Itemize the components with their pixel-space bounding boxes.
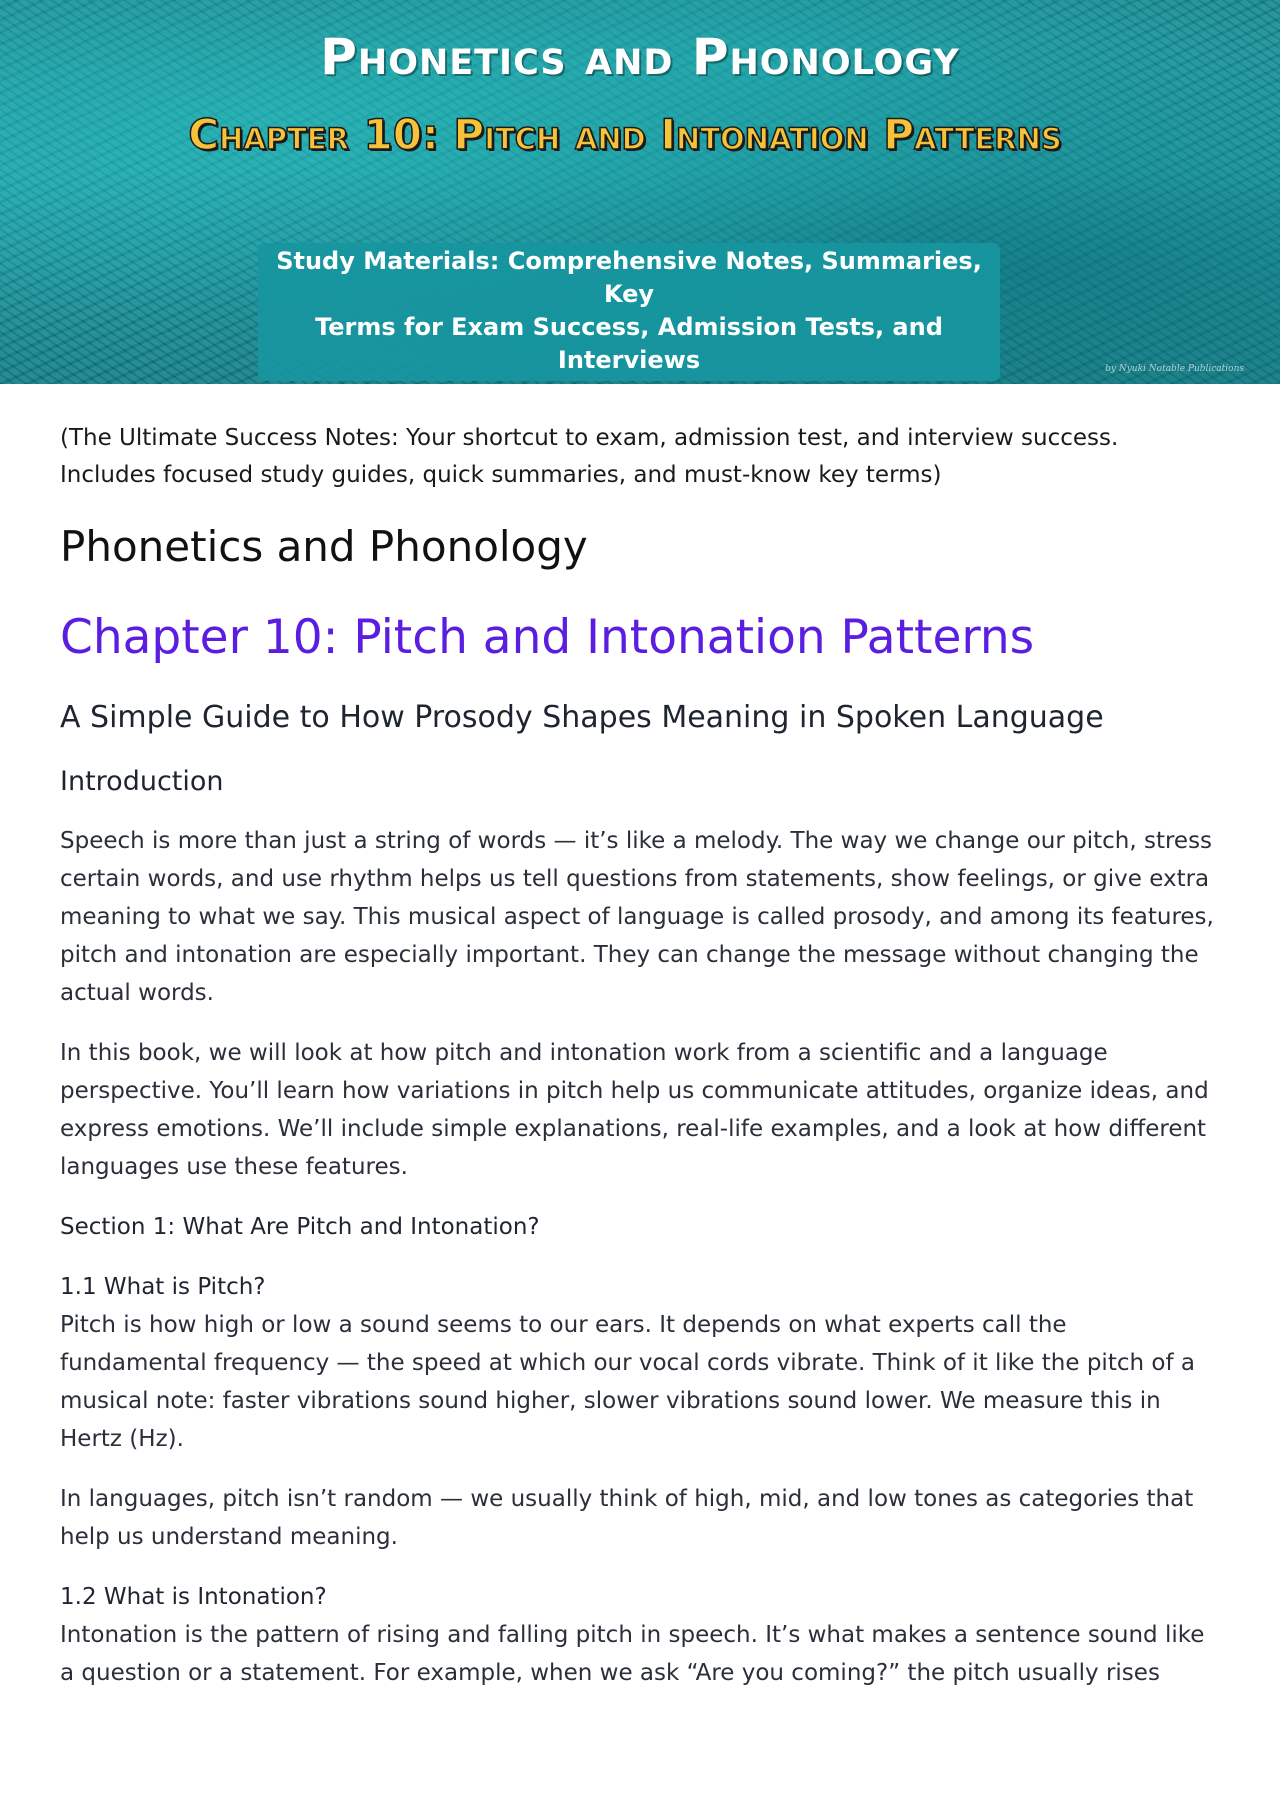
subsection-1-1-paragraph-2: In languages, pitch isn’t random — we usually think of high, mid, and low tones as categories that help us understand meaning.: [60, 1486, 1194, 1550]
section-1-heading: Section 1: What Are Pitch and Intonation?: [60, 1214, 540, 1240]
study-materials-box: [258, 243, 1000, 381]
study-materials-line-2: Terms for Exam Success, Admission Tests, and Interviews: [315, 313, 943, 374]
banner-title: Phonetics and Phonology: [320, 28, 960, 86]
subsection-1-2-heading: 1.2 What is Intonation?: [60, 1584, 327, 1610]
book-title: Phonetics and Phonology: [60, 522, 588, 571]
subsection-1-1-heading: 1.1 What is Pitch?: [60, 1274, 266, 1300]
intro-note: (The Ultimate Success Notes: Your shortcut to exam, admission test, and interview success. Includes focused study guides, quick summaries, and must-know key terms): [60, 425, 1119, 488]
intro-paragraph-1: Speech is more than just a string of words — it’s like a melody. The way we change our pitch, stress certain words, and use rhythm helps us tell questions from statements, show feelings, or give extra meaning to what we say. This musical aspect of language is called prosody, and among its features, pitch and intonation are especially important. They can change the message without changing the actual words.: [60, 828, 1214, 1006]
study-materials-line-1: Study Materials: Comprehensive Notes, Summaries, Key: [276, 247, 982, 308]
chapter-title: Chapter 10: Pitch and Intonation Patterns: [60, 610, 1035, 665]
banner-subtitle: Chapter 10: Pitch and Intonation Patterns: [188, 110, 1062, 159]
subsection-1-2-paragraph-1: Intonation is the pattern of rising and falling pitch in speech. It’s what makes a sentence sound like a question or a statement. For example, when we ask “Are you coming?” the pitch usually rises: [60, 1622, 1205, 1686]
introduction-heading: Introduction: [60, 766, 224, 797]
document-body: [60, 384, 1220, 1692]
header-banner: [0, 0, 1280, 384]
banner-credit: by Nyuki Notable Publications: [1105, 364, 1244, 374]
guide-title: A Simple Guide to How Prosody Shapes Meaning in Spoken Language: [60, 700, 1104, 735]
intro-paragraph-2: In this book, we will look at how pitch and intonation work from a scientific and a language perspective. You’ll learn how variations in pitch help us communicate attitudes, organize ideas, and express emotions. We’ll include simple explanations, real-life examples, and a look at how different languages use these features.: [60, 1040, 1209, 1180]
subsection-1-1-paragraph-1: Pitch is how high or low a sound seems to our ears. It depends on what experts call the fundamental frequency — the speed at which our vocal cords vibrate. Think of it like the pitch of a musical note: faster vibrations sound higher, slower vibrations sound lower. We measure this in Hertz (Hz).: [60, 1312, 1195, 1452]
